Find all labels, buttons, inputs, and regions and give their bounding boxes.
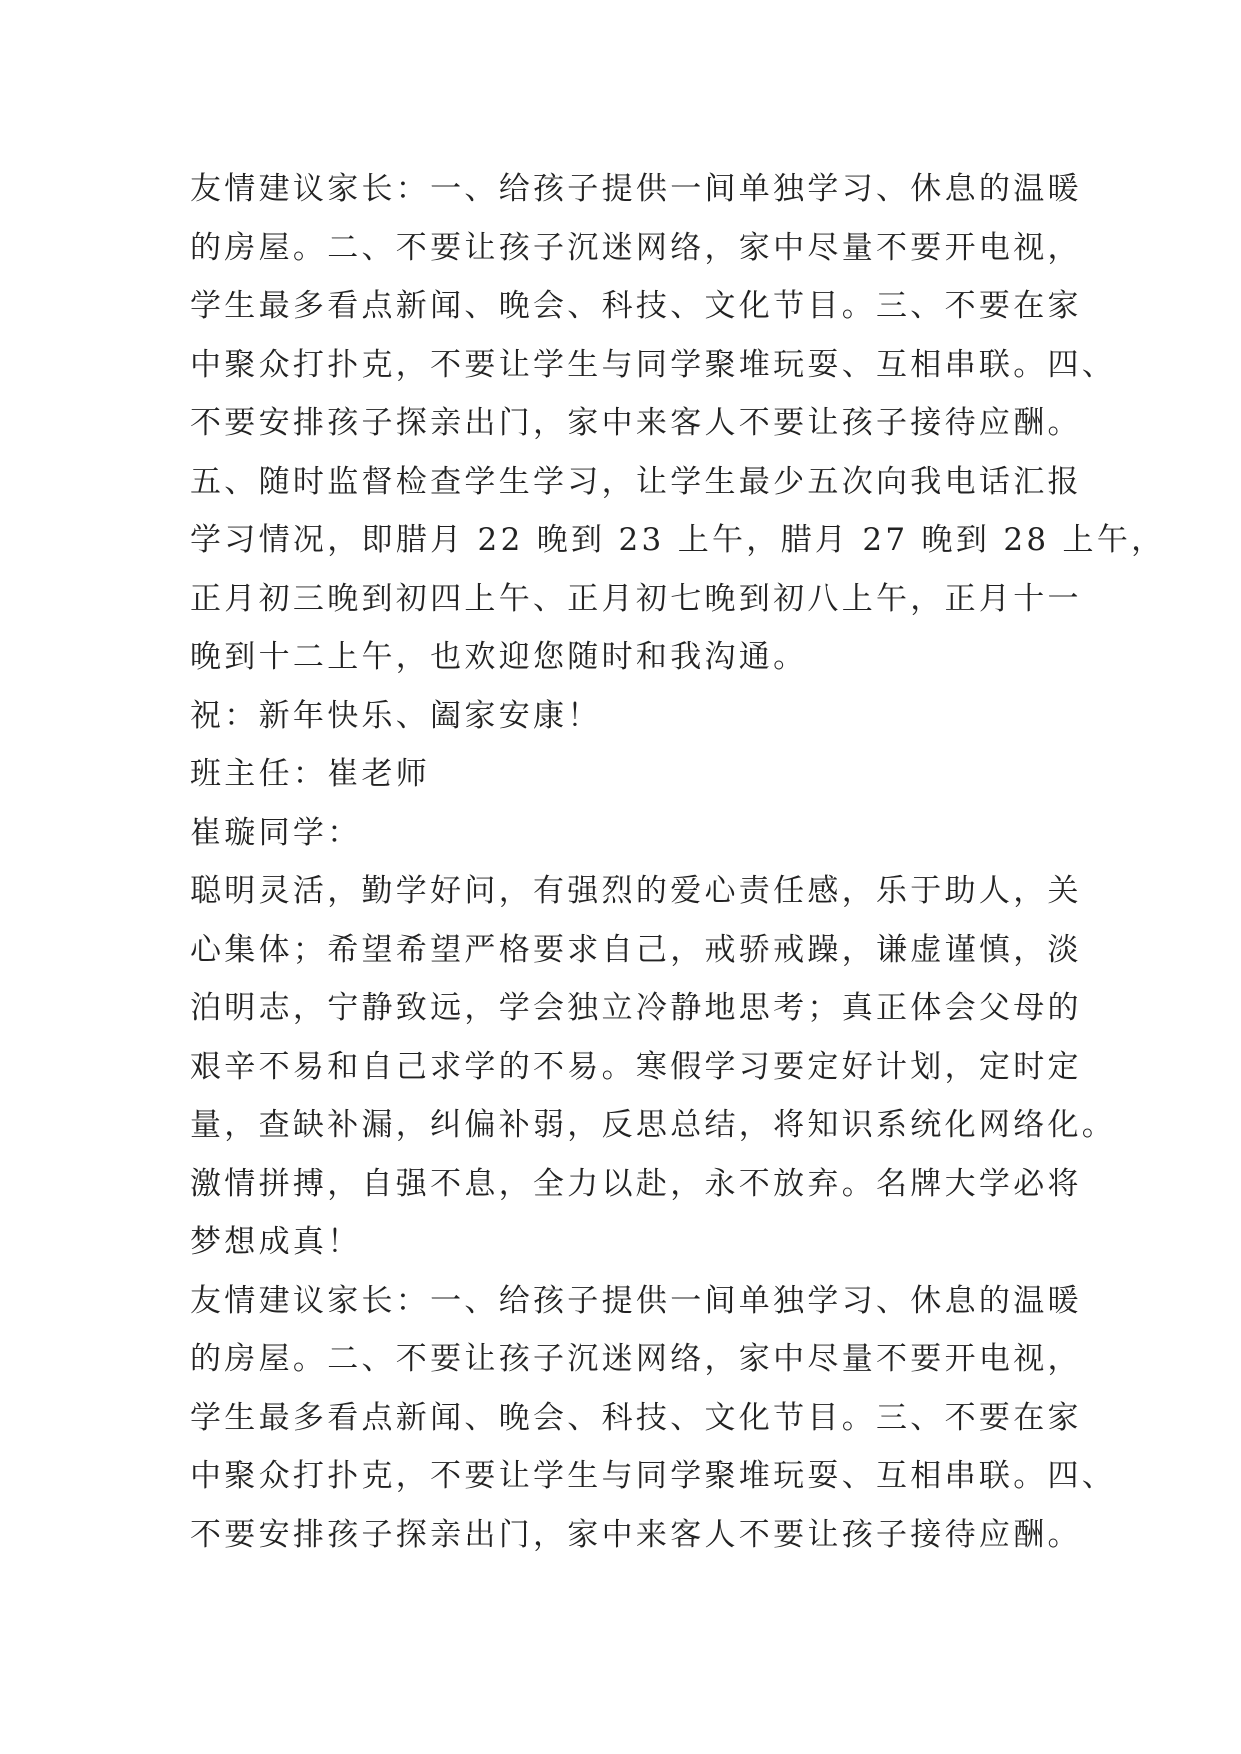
signature-line: 班主任：崔老师 bbox=[190, 756, 431, 792]
text-line: 不要安排孩子探亲出门，家中来客人不要让孩子接待应酬。 bbox=[190, 405, 1082, 441]
text-line: 不要安排孩子探亲出门，家中来客人不要让孩子接待应酬。 bbox=[190, 1516, 1082, 1553]
text-line: 学生最多看点新闻、晚会、科技、文化节目。三、不要在家 bbox=[190, 288, 1082, 324]
text-line: 心集体；希望希望严格要求自己，戒骄戒躁，谦虚谨慎，淡 bbox=[190, 931, 1082, 968]
text-line: 中聚众打扑克，不要让学生与同学聚堆玩耍、互相串联。四、 bbox=[190, 1458, 1117, 1494]
document-body bbox=[190, 160, 1166, 1564]
text-line: 友情建议家长：一、给孩子提供一间单独学习、休息的温暖 bbox=[190, 171, 1082, 207]
text-line: 艰辛不易和自己求学的不易。寒假学习要定好计划，定时定 bbox=[190, 1048, 1082, 1085]
greeting-line: 祝：新年快乐、阖家安康！ bbox=[190, 697, 602, 734]
text-line: 激情拼搏，自强不息，全力以赴，永不放弃。名牌大学必将 bbox=[190, 1165, 1082, 1202]
text-line: 正月初三晚到初四上午、正月初七晚到初八上午，正月十一 bbox=[190, 580, 1082, 617]
text-line: 的房屋。二、不要让孩子沉迷网络，家中尽量不要开电视， bbox=[190, 229, 1082, 266]
text-line: 五、随时监督检查学生学习，让学生最少五次向我电话汇报 bbox=[190, 463, 1082, 500]
text-line: 泊明志，宁静致远，学会独立冷静地思考；真正体会父母的 bbox=[190, 990, 1082, 1026]
text-line: 晚到十二上午，也欢迎您随时和我沟通。 bbox=[190, 639, 808, 675]
text-line: 量，查缺补漏，纠偏补弱，反思总结，将知识系统化网络化。 bbox=[190, 1107, 1117, 1143]
text-line: 学习情况，即腊月 22 晚到 23 上午，腊月 27 晚到 28 上午， bbox=[190, 522, 1166, 558]
text-line: 中聚众打扑克，不要让学生与同学聚堆玩耍、互相串联。四、 bbox=[190, 346, 1117, 383]
text-line: 友情建议家长：一、给孩子提供一间单独学习、休息的温暖 bbox=[190, 1282, 1082, 1319]
text-line: 梦想成真！ bbox=[190, 1224, 362, 1260]
student-name-heading: 崔璇同学： bbox=[190, 814, 362, 851]
text-line: 学生最多看点新闻、晚会、科技、文化节目。三、不要在家 bbox=[190, 1399, 1082, 1436]
text-line: 的房屋。二、不要让孩子沉迷网络，家中尽量不要开电视， bbox=[190, 1341, 1082, 1377]
text-line: 聪明灵活，勤学好问，有强烈的爱心责任感，乐于助人，关 bbox=[190, 873, 1082, 909]
